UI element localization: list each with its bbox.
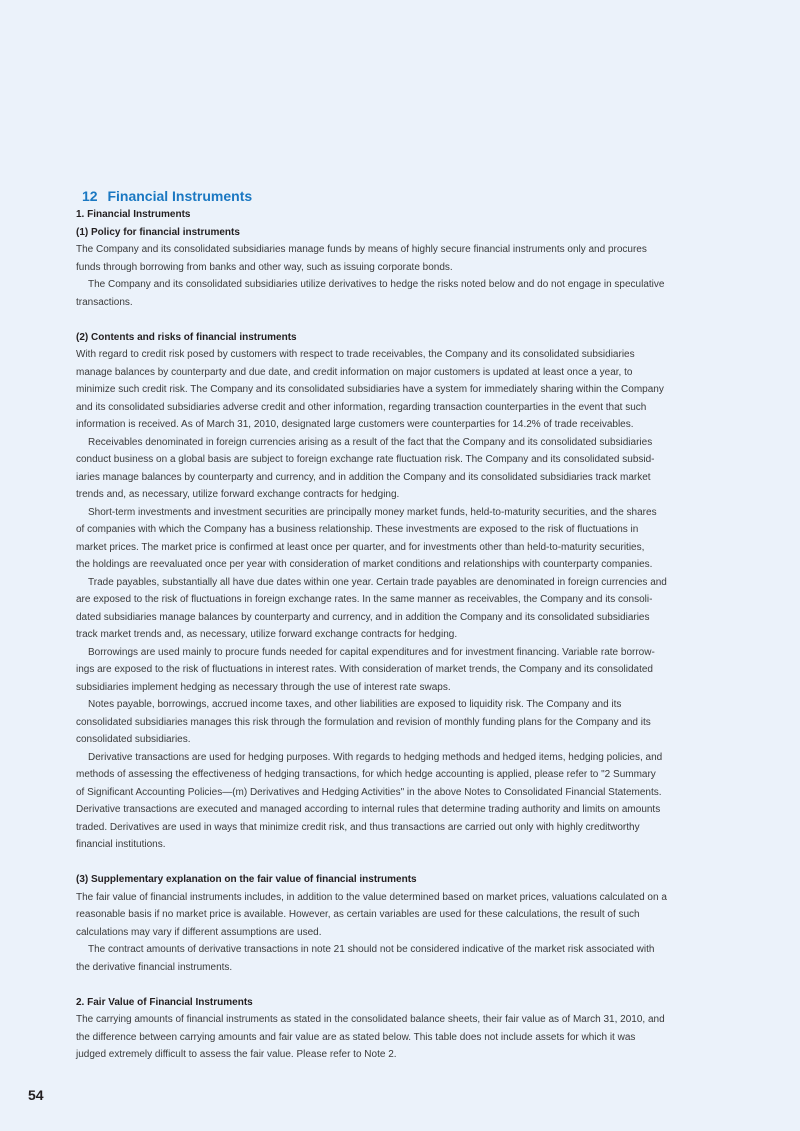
- text-line: information is received. As of March 31, 2010, designated large customers were counterparties for 14.2% of trade receivables.: [76, 419, 634, 430]
- text-line: financial institutions.: [76, 839, 166, 850]
- text-line: iaries manage balances by counterparty and currency, and in addition the Company and its consolidated subsidiaries track market: [76, 471, 651, 483]
- blank-line: [76, 976, 716, 994]
- text-line: methods of assessing the effectiveness of hedging transactions, for which hedge accounting is applied, please refer to "2 Summary: [76, 769, 656, 780]
- text-line: and its consolidated subsidiaries adverse credit and other information, regarding transaction counterparties in the event that such: [76, 401, 647, 413]
- text-line: manage balances by counterparty and due date, and credit information on major customers is updated at least once a year, to: [76, 366, 633, 378]
- text-line: The Company and its consolidated subsidiaries manage funds by means of highly secure financial instruments only and procures: [76, 244, 647, 255]
- section-heading: (2) Contents and risks of financial instruments: [76, 331, 297, 343]
- text-line: dated subsidiaries manage balances by counterparty and currency, and in addition the Company and its consolidated subsidiaries: [76, 611, 650, 623]
- text-line: The Company and its consolidated subsidiaries utilize derivatives to hedge the risks noted below and do not engage in speculative: [88, 279, 665, 290]
- text-line: the difference between carrying amounts and fair value are as stated below. This table does not include assets for which it was: [76, 1031, 636, 1043]
- section-heading: (1) Policy for financial instruments: [76, 226, 240, 238]
- text-line: market prices. The market price is confirmed at least once per quarter, and for investments other than held-to-maturity securities,: [76, 541, 645, 553]
- text-line: Notes payable, borrowings, accrued income taxes, and other liabilities are exposed to liquidity risk. The Company and its: [88, 699, 622, 710]
- text-line: consolidated subsidiaries.: [76, 734, 191, 745]
- text-line: are exposed to the risk of fluctuations in foreign exchange rates. In the same manner as receivables, the Company and its consoli-: [76, 594, 653, 605]
- blank-line: [76, 854, 716, 872]
- text-line: Derivative transactions are used for hedging purposes. With regards to hedging methods and hedged items, hedging policies, and: [88, 751, 663, 763]
- text-line: ings are exposed to the risk of fluctuations in interest rates. With consideration of market trends, the Company and its consolidated: [76, 664, 653, 675]
- text-line: of Significant Accounting Policies—(m) Derivatives and Hedging Activities" in the above Notes to Consolidated Financial Statements.: [76, 786, 662, 798]
- text-line: track market trends and, as necessary, utilize forward exchange contracts for hedging.: [76, 629, 458, 640]
- text-line: minimize such credit risk. The Company and its consolidated subsidiaries have a system for immediately sharing within the Company: [76, 384, 664, 395]
- text-line: subsidiaries implement hedging as necessary through the use of interest rate swaps.: [76, 681, 451, 693]
- section-heading: 2. Fair Value of Financial Instruments: [76, 996, 253, 1008]
- document-body: [76, 206, 716, 1064]
- text-line: Derivative transactions are executed and managed according to internal rules that determine trading authority and limits on amounts: [76, 804, 661, 815]
- text-line: of companies with which the Company has a business relationship. These investments are exposed to the risk of fluctuations in: [76, 524, 639, 535]
- text-line: consolidated subsidiaries manages this risk through the formulation and revision of monthly funding plans for the Company and its: [76, 716, 651, 728]
- text-line: the holdings are reevaluated once per year with consideration of market conditions and relationships with counterparty companies.: [76, 559, 653, 570]
- section-title: [82, 188, 252, 204]
- section-number: 12: [82, 188, 98, 204]
- text-line: The contract amounts of derivative transactions in note 21 should not be considered indicative of the market risk associated with: [88, 944, 655, 955]
- text-line: Short-term investments and investment securities are principally money market funds, held-to-maturity securities, and the shares: [88, 506, 657, 518]
- text-line: With regard to credit risk posed by customers with respect to trade receivables, the Company and its consolidated subsidiaries: [76, 349, 635, 360]
- text-line: The fair value of financial instruments includes, in addition to the value determined based on market prices, valuations calculated on a: [76, 891, 667, 903]
- text-line: funds through borrowing from banks and other way, such as issuing corporate bonds.: [76, 261, 453, 273]
- text-line: The carrying amounts of financial instruments as stated in the consolidated balance sheets, their fair value as of March 31, 2010, and: [76, 1014, 665, 1025]
- text-line: trends and, as necessary, utilize forward exchange contracts for hedging.: [76, 489, 400, 500]
- text-line: Borrowings are used mainly to procure funds needed for capital expenditures and for investment financing. Variable rate borrow-: [88, 646, 655, 658]
- page-number: 54: [28, 1087, 44, 1103]
- text-line: the derivative financial instruments.: [76, 961, 233, 973]
- text-line: conduct business on a global basis are subject to foreign exchange rate fluctuation risk. The Company and its consolidated subsid-: [76, 454, 655, 465]
- section-title-text: Financial Instruments: [107, 188, 253, 204]
- text-line: calculations may vary if different assumptions are used.: [76, 926, 322, 938]
- text-line: transactions.: [76, 296, 133, 308]
- text-line: traded. Derivatives are used in ways that minimize credit risk, and thus transactions are carried out only with highly creditworthy: [76, 821, 640, 833]
- text-line: Receivables denominated in foreign currencies arising as a result of the fact that the Company and its consolidated subsidiaries: [88, 436, 653, 448]
- blank-line: [76, 311, 716, 329]
- text-line: judged extremely difficult to assess the fair value. Please refer to Note 2.: [76, 1049, 397, 1060]
- section-heading: (3) Supplementary explanation on the fair value of financial instruments: [76, 874, 417, 885]
- text-line: reasonable basis if no market price is available. However, as certain variables are used for these calculations, the result of such: [76, 909, 640, 920]
- section-heading: 1. Financial Instruments: [76, 209, 191, 220]
- text-line: Trade payables, substantially all have due dates within one year. Certain trade payables are denominated in foreign currencies and: [88, 576, 667, 588]
